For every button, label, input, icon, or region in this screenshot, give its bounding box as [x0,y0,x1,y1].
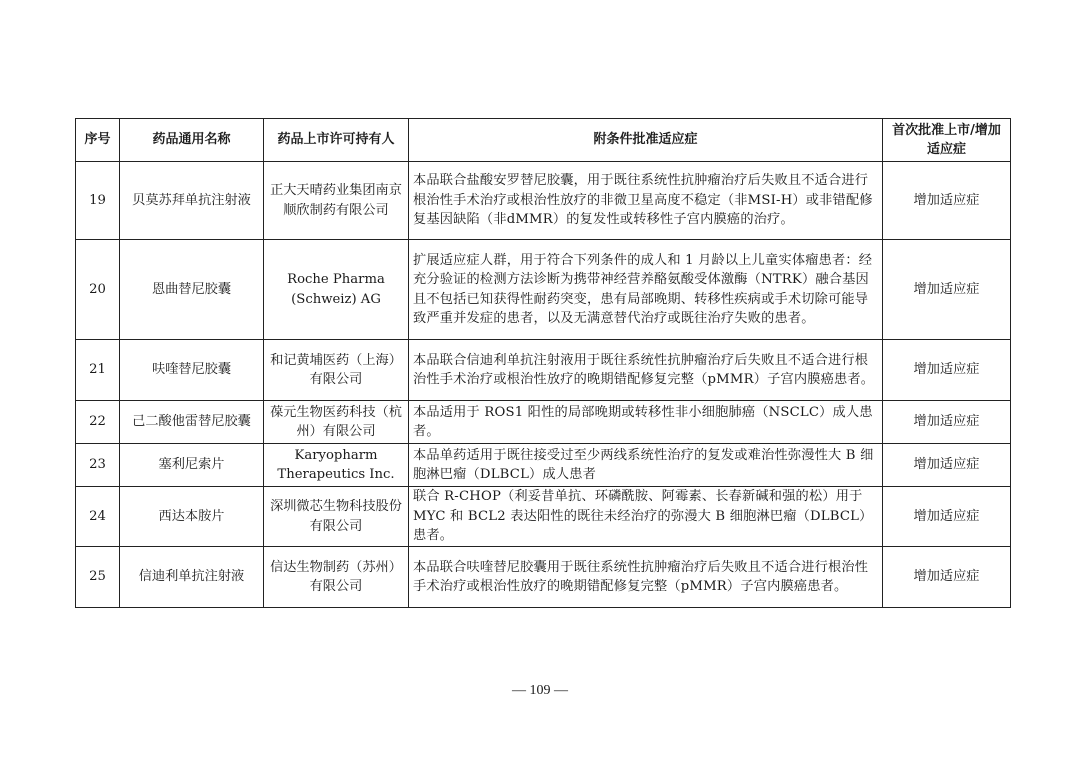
indication: 本品适用于 ROS1 阳性的局部晚期或转移性非小细胞肺癌（NSCLC）成人患者。 [409,401,883,444]
drug-approval-table [75,118,1011,608]
indication: 本品联合盐酸安罗替尼胶囊，用于既往系统性抗肿瘤治疗后失败且不适合进行根治性手术治疗或根治性放疗的非微卫星高度不稳定（非MSI-H）或非错配修复基因缺陷（非dMMR）的复发性或转移性子宫内膜癌的治疗。 [409,162,883,240]
header-license-holder: 药品上市许可持有人 [264,119,409,162]
approval-type: 增加适应症 [883,340,1011,401]
table-row [76,487,1011,547]
header-serial-number: 序号 [76,119,120,162]
header-approval-type: 首次批准上市/增加适应症 [883,119,1011,162]
license-holder: 信达生物制药（苏州）有限公司 [264,547,409,608]
drug-name: 贝莫苏拜单抗注射液 [120,162,264,240]
approval-type: 增加适应症 [883,240,1011,340]
header-indication: 附条件批准适应症 [409,119,883,162]
row-number: 25 [76,547,120,608]
table-row [76,340,1011,401]
table-row [76,444,1011,487]
drug-name: 西达本胺片 [120,487,264,547]
indication: 本品单药适用于既往接受过至少两线系统性治疗的复发或难治性弥漫性大 B 细胞淋巴瘤（DLBCL）成人患者 [409,444,883,487]
drug-name: 呋喹替尼胶囊 [120,340,264,401]
license-holder: Karyopharm Therapeutics Inc. [264,444,409,487]
row-number: 20 [76,240,120,340]
approval-type: 增加适应症 [883,487,1011,547]
approval-type: 增加适应症 [883,162,1011,240]
license-holder: 葆元生物医药科技（杭州）有限公司 [264,401,409,444]
drug-name: 信迪利单抗注射液 [120,547,264,608]
drug-name: 塞利尼索片 [120,444,264,487]
approval-type: 增加适应症 [883,444,1011,487]
table-row [76,240,1011,340]
license-holder: Roche Pharma (Schweiz) AG [264,240,409,340]
row-number: 23 [76,444,120,487]
drug-name: 恩曲替尼胶囊 [120,240,264,340]
indication: 联合 R-CHOP（利妥昔单抗、环磷酰胺、阿霉素、长春新碱和强的松）用于 MYC 和 BCL2 表达阳性的既往未经治疗的弥漫大 B 细胞淋巴瘤（DLBCL）患者。 [409,487,883,547]
approval-type: 增加适应症 [883,547,1011,608]
header-drug-name: 药品通用名称 [120,119,264,162]
license-holder: 和记黄埔医药（上海）有限公司 [264,340,409,401]
row-number: 24 [76,487,120,547]
page-number: — 109 — [512,683,568,698]
table-header-row [76,119,1011,162]
table-row [76,162,1011,240]
table-row [76,547,1011,608]
table-row [76,401,1011,444]
indication: 本品联合呋喹替尼胶囊用于既往系统性抗肿瘤治疗后失败且不适合进行根治性手术治疗或根治性放疗的晚期错配修复完整（pMMR）子宫内膜癌患者。 [409,547,883,608]
approval-type: 增加适应症 [883,401,1011,444]
indication: 本品联合信迪利单抗注射液用于既往系统性抗肿瘤治疗后失败且不适合进行根治性手术治疗或根治性放疗的晚期错配修复完整（pMMR）子宫内膜癌患者。 [409,340,883,401]
indication: 扩展适应症人群，用于符合下列条件的成人和 1 月龄以上儿童实体瘤患者：经充分验证的检测方法诊断为携带神经营养酪氨酸受体激酶（NTRK）融合基因且不包括已知获得性耐药突变，患有局部晚期、转移性疾病或手术切除可能导致严重并发症的患者，以及无满意替代治疗或既往治疗失败的患者。 [409,240,883,340]
row-number: 21 [76,340,120,401]
row-number: 19 [76,162,120,240]
row-number: 22 [76,401,120,444]
license-holder: 正大天晴药业集团南京顺欣制药有限公司 [264,162,409,240]
license-holder: 深圳微芯生物科技股份有限公司 [264,487,409,547]
drug-name: 己二酸他雷替尼胶囊 [120,401,264,444]
